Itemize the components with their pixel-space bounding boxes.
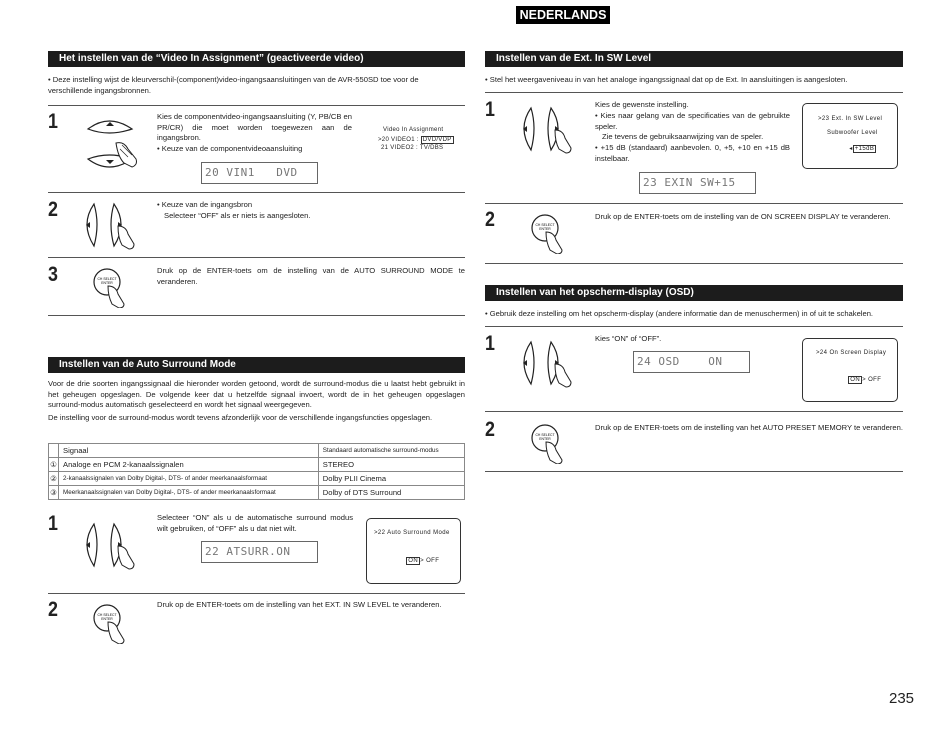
divider bbox=[48, 315, 465, 316]
row-number: ③ bbox=[49, 486, 59, 500]
osd-value-selected: ON bbox=[408, 558, 419, 564]
osd-value: TV/DBS bbox=[419, 145, 444, 151]
divider bbox=[485, 326, 903, 327]
signal-table bbox=[48, 443, 465, 500]
step-number: 2 bbox=[48, 198, 58, 221]
osd-auto-surround bbox=[366, 518, 461, 584]
osd-value-selected: DVD/VDP bbox=[422, 137, 452, 143]
ext-in-sw-header: Instellen van de Ext. In SW Level bbox=[485, 51, 903, 67]
divider bbox=[485, 263, 903, 264]
enter-button-label: ENTER bbox=[101, 281, 113, 285]
osd-intro: • Gebruik deze instelling om het opscherm-display (andere informatie dan de menuschermen) in of uit te schakelen. bbox=[485, 309, 874, 318]
lcd-display: 22 ATSURR.ON bbox=[201, 541, 318, 563]
up-down-buttons-icon bbox=[82, 113, 140, 175]
sw-step1-line2: • Kies naar gelang van de specificaties van de gebruikte speler. bbox=[595, 111, 790, 131]
enter-button-icon bbox=[528, 212, 570, 254]
left-right-buttons-icon bbox=[78, 200, 138, 250]
sw-step1-line1: Kies de gewenste instelling. bbox=[595, 100, 689, 109]
table-row bbox=[49, 472, 465, 486]
sw-step2-text: Druk op de ENTER-toets om de instelling van de ON SCREEN DISPLAY te veranderen. bbox=[595, 212, 891, 221]
signal-cell: Analoge en PCM 2-kanaalssignalen bbox=[59, 458, 319, 472]
enter-button-label: ENTER bbox=[539, 437, 551, 441]
signal-cell: 2-kanaalssignalen van Dolby Digital-, DTS- of ander meerkanaalsformaat bbox=[59, 472, 319, 486]
table-header: Signaal bbox=[59, 444, 319, 458]
auto-surround-intro: Voor de drie soorten ingangssignaal die hieronder worden getoond, wordt de surround-modus die u laatst hebt gebruikt in het geheugen opgeslagen. De volgende keer dat u hetzelfde signaal invoert, wordt de in het geheugen opgeslagen surround-modus automatisch geselecteerd en wordt het signaal weergegeven. bbox=[48, 379, 465, 410]
step-number: 1 bbox=[485, 98, 495, 121]
osd-label: 21 VIDEO2 bbox=[381, 145, 415, 151]
osd-row bbox=[381, 144, 443, 152]
osd-sub: Subwoofer Level bbox=[827, 130, 878, 136]
osd-value-selected: +15dB bbox=[854, 146, 875, 152]
lcd-display: 20 VIN1 DVD bbox=[201, 162, 318, 184]
divider bbox=[48, 257, 465, 258]
auto-step2-text: Druk op de ENTER-toets om de instelling van het EXT. IN SW LEVEL te veranderen. bbox=[157, 600, 442, 609]
divider bbox=[48, 192, 465, 193]
chevron-left-icon: ◂ bbox=[849, 146, 853, 152]
osd-header: Instellen van het opscherm-display (OSD) bbox=[485, 285, 903, 301]
osd-row bbox=[398, 549, 439, 573]
row-number: ① bbox=[49, 458, 59, 472]
osd-row bbox=[841, 137, 876, 161]
step-number: 2 bbox=[48, 598, 58, 621]
table-row bbox=[49, 458, 465, 472]
osd-step2-text: Druk op de ENTER-toets om de instelling van het AUTO PRESET MEMORY te veranderen. bbox=[595, 423, 903, 432]
divider bbox=[48, 105, 465, 106]
divider bbox=[485, 92, 903, 93]
osd-sep: : bbox=[416, 137, 419, 143]
osd-label: >20 VIDEO1 bbox=[378, 137, 415, 143]
osd-row bbox=[840, 368, 881, 392]
signal-cell: Meerkanaalssignalen van Dolby Digital-, DTS- of ander meerkanaalsformaat bbox=[59, 486, 319, 500]
osd-title: >22 Auto Surround Mode bbox=[374, 530, 450, 536]
enter-button-label: ENTER bbox=[539, 227, 551, 231]
enter-button-label: CH SELECT bbox=[535, 433, 555, 437]
sw-step1-line4: • +15 dB (standaard) aanbevolen. 0, +5, +10 en +15 dB instelbaar. bbox=[595, 143, 790, 163]
video-step2-bullet: • Keuze van de ingangsbron bbox=[157, 200, 253, 209]
enter-button-label: CH SELECT bbox=[97, 277, 117, 281]
osd-step1-text: Kies “ON” of “OFF”. bbox=[595, 334, 662, 343]
table-header: Standaard automatische surround-modus bbox=[318, 444, 464, 458]
divider bbox=[485, 411, 903, 412]
enter-button-label: CH SELECT bbox=[97, 613, 117, 617]
video-step2-text: Selecteer “OFF” als er niets is aangesloten. bbox=[164, 211, 311, 220]
osd-on-screen-display bbox=[802, 338, 898, 402]
left-right-buttons-icon bbox=[515, 338, 575, 388]
osd-title: >24 On Screen Display bbox=[816, 350, 887, 356]
step-number: 1 bbox=[48, 110, 58, 133]
video-step1-text: Kies de componentvideo-ingangsaansluiting (Y, PB/CB en PR/CR) die moet worden toegewezen aan de ingangsbron. bbox=[157, 112, 352, 143]
video-assignment-header: Het instellen van de “Video In Assignment” (geactiveerde video) bbox=[48, 51, 465, 67]
row-number: ② bbox=[49, 472, 59, 486]
step-number: 2 bbox=[485, 208, 495, 231]
lcd-display: 23 EXIN SW+15 bbox=[639, 172, 756, 194]
video-step3-text: Druk op de ENTER-toets om de instelling van de AUTO SURROUND MODE te veranderen. bbox=[157, 266, 465, 286]
table-row bbox=[49, 486, 465, 500]
video-step1-bullet: • Keuze van de componentvideoaansluiting bbox=[157, 144, 303, 153]
step-number: 1 bbox=[485, 332, 495, 355]
enter-button-label: ENTER bbox=[101, 617, 113, 621]
divider bbox=[485, 203, 903, 204]
table-cell bbox=[49, 444, 59, 458]
auto-step1-text: Selecteer “ON” als u de automatische surround modus wilt gebruiken, of “OFF” als u dat niet wilt. bbox=[157, 513, 353, 533]
enter-button-label: CH SELECT bbox=[535, 223, 555, 227]
enter-button-icon bbox=[90, 602, 132, 644]
step-number: 1 bbox=[48, 512, 58, 535]
osd-value: > OFF bbox=[420, 558, 440, 564]
mode-cell: STEREO bbox=[318, 458, 464, 472]
left-right-buttons-icon bbox=[78, 520, 138, 570]
osd-ext-in-sw bbox=[802, 103, 898, 169]
auto-surround-header: Instellen van de Auto Surround Mode bbox=[48, 357, 465, 373]
enter-button-icon bbox=[90, 266, 132, 308]
mode-cell: Dolby PLII Cinema bbox=[318, 472, 464, 486]
table-header-row bbox=[49, 444, 465, 458]
mode-cell: Dolby of DTS Surround bbox=[318, 486, 464, 500]
auto-surround-intro-2: De instelling voor de surround-modus wordt tevens afzonderlijk voor de verschillende ingangsfuncties opgeslagen. bbox=[48, 413, 433, 422]
video-assignment-intro: • Deze instelling wijst de kleurverschil-(component)video-ingangsaansluitingen van de AVR-550SD toe voor de verschillende ingangsbronnen. bbox=[48, 75, 419, 95]
step-number: 3 bbox=[48, 263, 58, 286]
enter-button-icon bbox=[528, 422, 570, 464]
osd-row bbox=[378, 136, 454, 144]
sw-step1-line3: Zie tevens de gebruiksaanwijzing van de speler. bbox=[602, 132, 764, 141]
language-tab: NEDERLANDS bbox=[516, 6, 610, 24]
osd-title: Video In Assignment bbox=[383, 127, 444, 133]
left-right-buttons-icon bbox=[515, 104, 575, 154]
divider bbox=[48, 593, 465, 594]
divider bbox=[485, 471, 903, 472]
ext-in-sw-intro: • Stel het weergaveniveau in van het analoge ingangssignaal dat op de Ext. In aansluitingen is aangesloten. bbox=[485, 75, 848, 84]
page-number: 235 bbox=[889, 690, 915, 707]
osd-value: > OFF bbox=[862, 377, 882, 383]
osd-value-selected: ON bbox=[850, 377, 861, 383]
osd-title: >23 Ext. In SW Level bbox=[818, 116, 883, 122]
osd-video-assignment bbox=[378, 126, 468, 166]
osd-sep: : bbox=[416, 145, 418, 151]
step-number: 2 bbox=[485, 418, 495, 441]
lcd-display: 24 OSD ON bbox=[633, 351, 750, 373]
